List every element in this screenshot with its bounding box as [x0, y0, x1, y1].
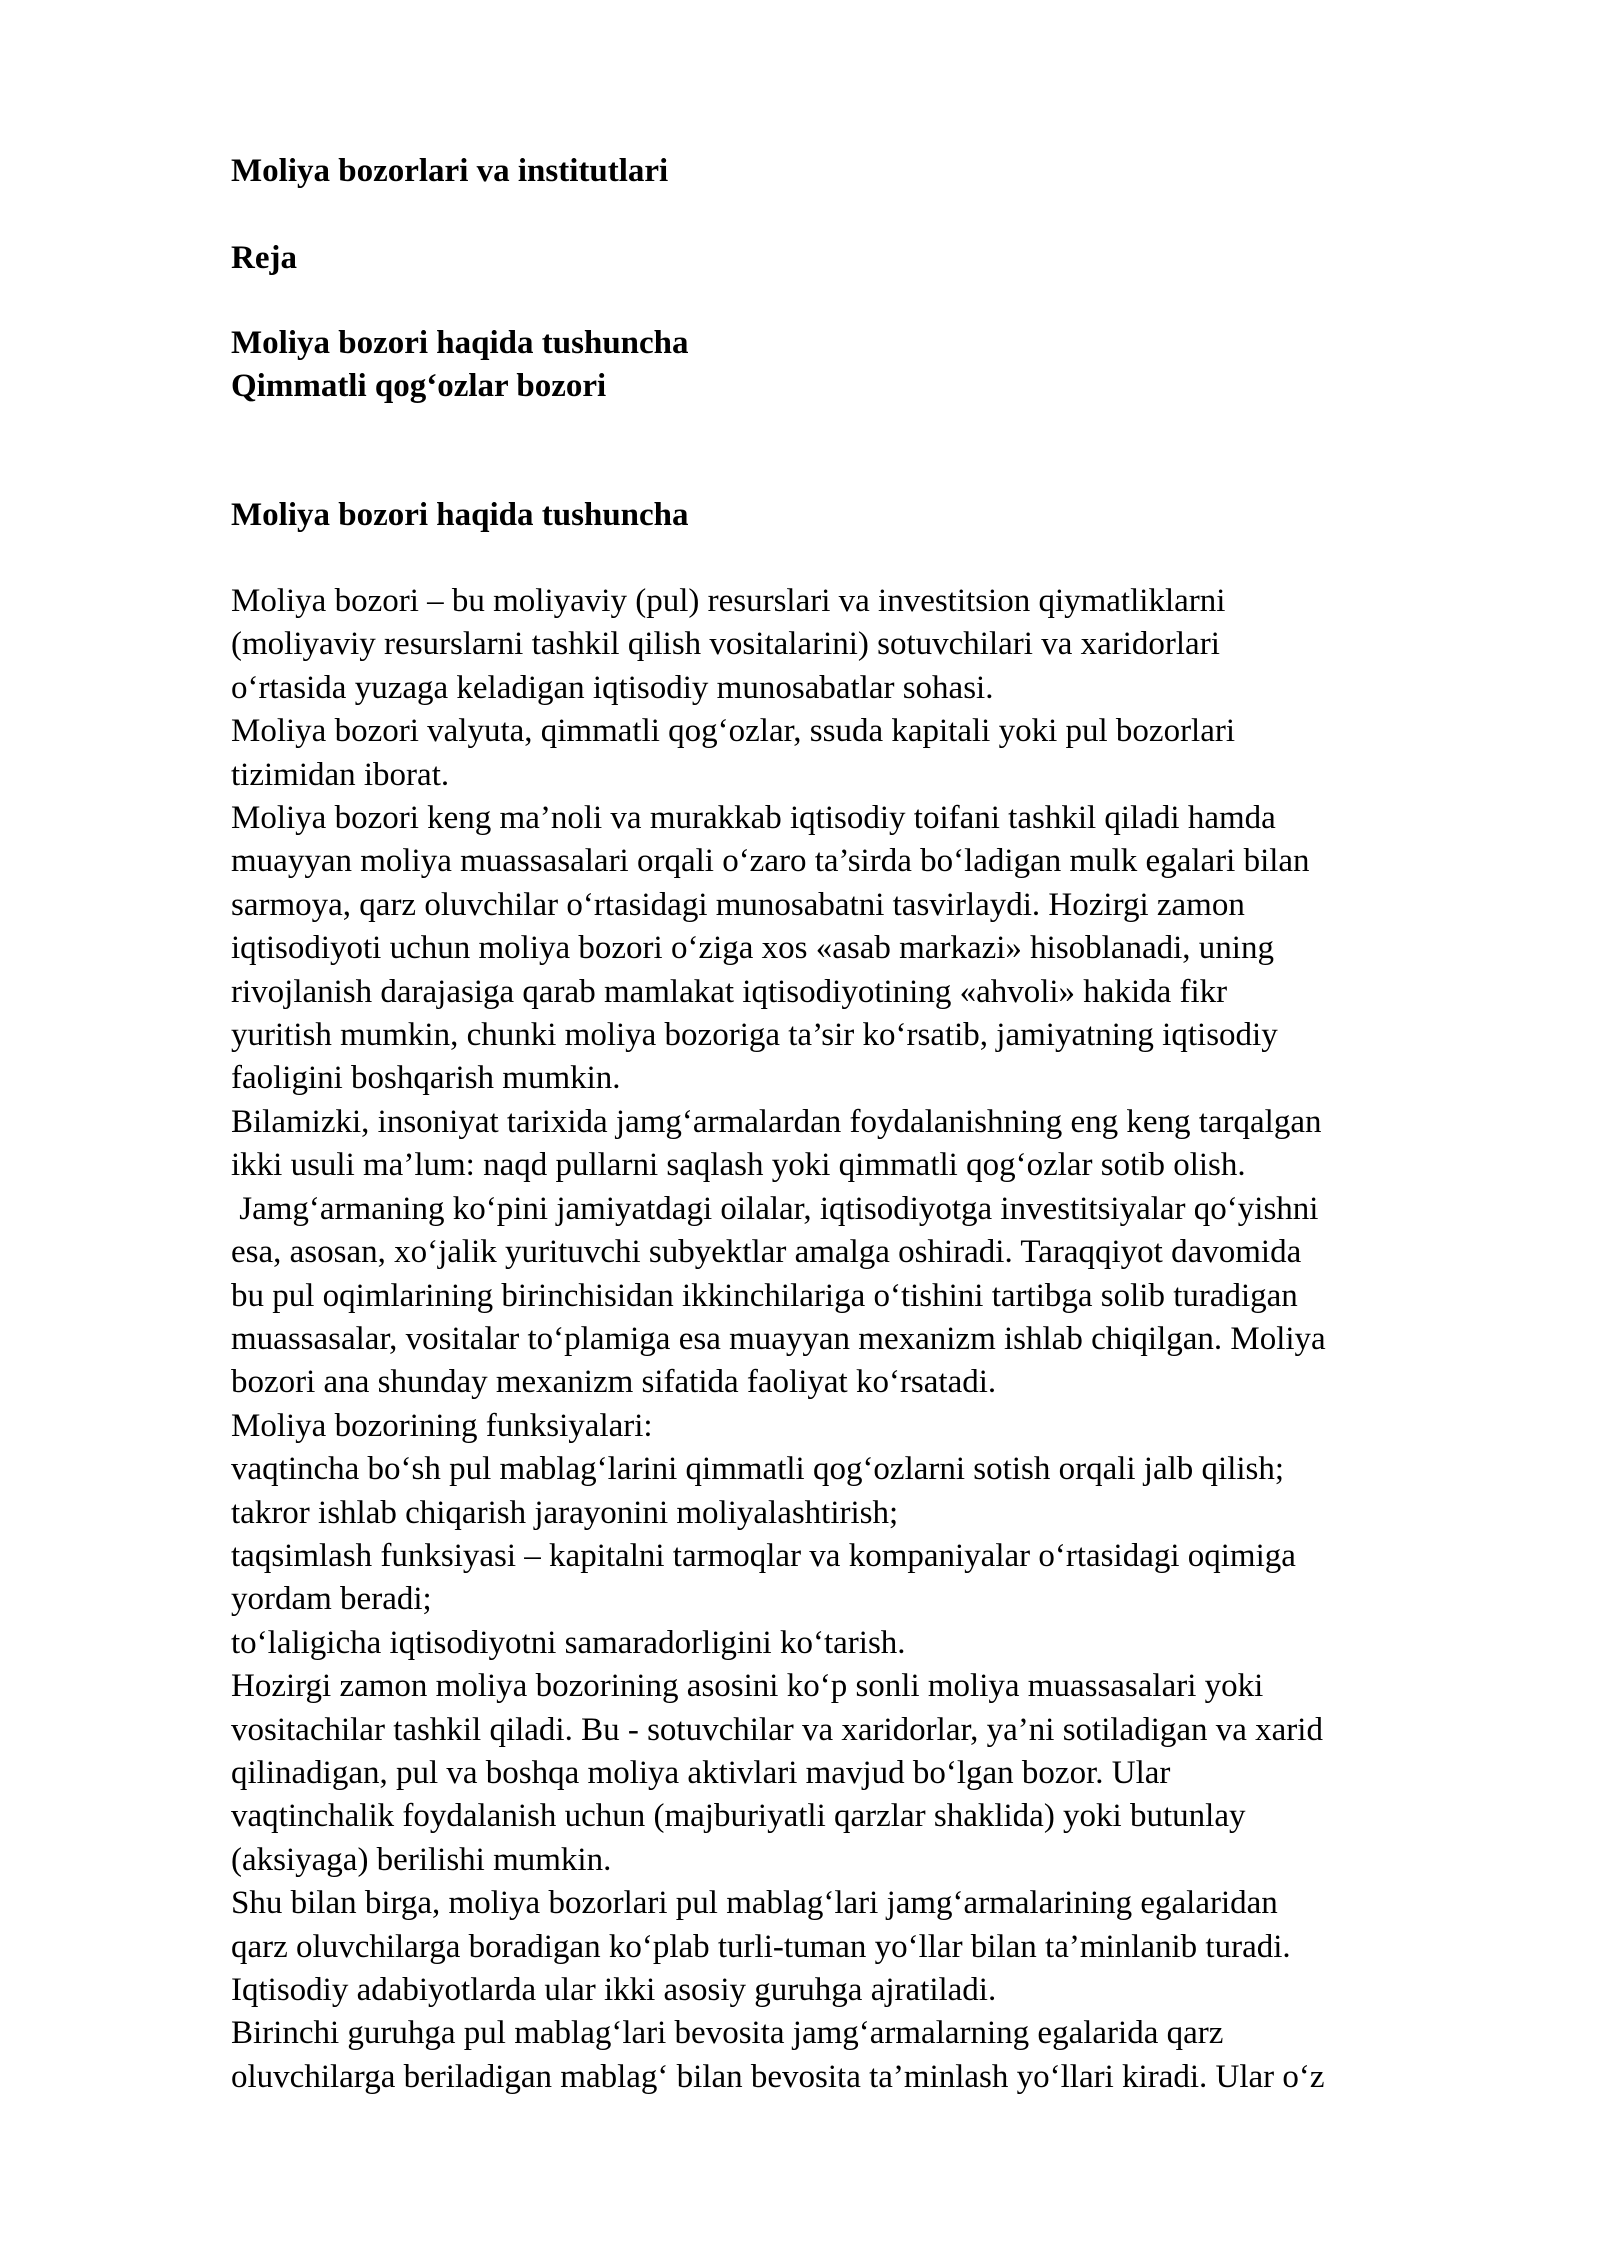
body-line: qarz oluvchilarga boradigan ko‘plab turli-tuman yo‘llar bilan ta’minlanib turadi.	[231, 1928, 1291, 1965]
body-line: Moliya bozorining funksiyalari:	[231, 1407, 653, 1444]
body-line: faoligini boshqarish mumkin.	[231, 1060, 621, 1097]
body-line: Shu bilan birga, moliya bozorlari pul mablag‘lari jamg‘armalarining egalaridan	[231, 1885, 1278, 1922]
body-text	[231, 580, 1521, 2099]
body-line: vaqtinchalik foydalanish uchun (majburiyatli qarzlar shaklida) yoki butunlay	[231, 1798, 1246, 1835]
body-line: esa, asosan, xo‘jalik yurituvchi subyektlar amalga oshiradi. Taraqqiyot davomida	[231, 1234, 1302, 1271]
section-title: Moliya bozori haqida tushuncha	[231, 497, 689, 533]
body-line: Moliya bozori – bu moliyaviy (pul) resurslari va investitsion qiymatliklarni	[231, 583, 1226, 619]
plan-item: Qimmatli qog‘ozlar bozori	[231, 368, 607, 404]
body-line: Hozirgi zamon moliya bozorining asosini ko‘p sonli moliya muassasalari yoki	[231, 1668, 1264, 1705]
body-line: Iqtisodiy adabiyotlarda ular ikki asosiy guruhga ajratiladi.	[231, 1972, 997, 2008]
body-line: taqsimlash funksiyasi – kapitalni tarmoqlar va kompaniyalar o‘rtasidagi oqimiga	[231, 1537, 1296, 1574]
body-line: Birinchi guruhga pul mablag‘lari bevosita jamg‘armalarning egalarida qarz	[231, 2015, 1224, 2052]
body-line: vaqtincha bo‘sh pul mablag‘larini qimmatli qog‘ozlarni sotish orqali jalb qilish;	[231, 1451, 1285, 1488]
body-line: iqtisodiyoti uchun moliya bozori o‘ziga xos «asab markazi» hisoblanadi, uning	[231, 930, 1274, 967]
body-line: bu pul oqimlarining birinchisidan ikkinchilariga o‘tishini tartibga solib turadigan	[231, 1277, 1298, 1314]
body-line: to‘laligicha iqtisodiyotni samaradorligini ko‘tarish.	[231, 1624, 906, 1661]
plan-list	[231, 322, 1521, 408]
body-line: sarmoya, qarz oluvchilar o‘rtasidagi munosabatni tasvirlaydi. Hozirgi zamon	[231, 886, 1245, 923]
body-line: rivojlanish darajasiga qarab mamlakat iqtisodiyotining «ahvoli» hakida fikr	[231, 973, 1228, 1010]
body-line: Moliya bozori keng ma’noli va murakkab iqtisodiy toifani tashkil qiladi hamda	[231, 800, 1276, 837]
body-line: Jamg‘armaning ko‘pini jamiyatdagi oilalar, iqtisodiyotga investitsiyalar qo‘yishni	[231, 1190, 1319, 1227]
body-line: ikki usuli ma’lum: naqd pullarni saqlash yoki qimmatli qog‘ozlar sotib olish.	[231, 1147, 1246, 1184]
document-content	[231, 150, 1521, 2099]
body-line: (aksiyaga) berilishi mumkin.	[231, 1841, 612, 1878]
plan-heading: Reja	[231, 240, 297, 276]
body-line: muassasalar, vositalar to‘plamiga esa muayyan mexanizm ishlab chiqilgan. Moliya	[231, 1320, 1326, 1357]
body-line: qilinadigan, pul va boshqa moliya aktivlari mavjud bo‘lgan bozor. Ular	[231, 1754, 1171, 1791]
body-line: oluvchilarga beriladigan mablag‘ bilan bevosita ta’minlash yo‘llari kiradi. Ular o‘z	[231, 2058, 1325, 2095]
body-line: vositachilar tashkil qiladi. Bu - sotuvchilar va xaridorlar, ya’ni sotiladigan va xarid	[231, 1711, 1323, 1748]
body-line: muayyan moliya muassasalari orqali o‘zaro ta’sirda bo‘ladigan mulk egalari bilan	[231, 843, 1310, 880]
body-line: tizimidan iborat.	[231, 756, 450, 793]
document-title: Moliya bozorlari va institutlari	[231, 153, 669, 189]
body-line: Moliya bozori valyuta, qimmatli qog‘ozlar, ssuda kapitali yoki pul bozorlari	[231, 713, 1236, 750]
body-line: o‘rtasida yuzaga keladigan iqtisodiy munosabatlar sohasi.	[231, 669, 994, 706]
body-line: bozori ana shunday mexanizm sifatida faoliyat ko‘rsatadi.	[231, 1364, 997, 1401]
body-line: (moliyaviy resurslarni tashkil qilish vositalarini) sotuvchilari va xaridorlari	[231, 626, 1220, 663]
body-line: takror ishlab chiqarish jarayonini moliyalashtirish;	[231, 1494, 899, 1531]
body-line: yuritish mumkin, chunki moliya bozoriga ta’sir ko‘rsatib, jamiyatning iqtisodiy	[231, 1017, 1278, 1054]
plan-item: Moliya bozori haqida tushuncha	[231, 325, 689, 361]
body-line: Bilamizki, insoniyat tarixida jamg‘armalardan foydalanishning eng keng tarqalgan	[231, 1103, 1322, 1140]
body-line: yordam beradi;	[231, 1581, 432, 1618]
